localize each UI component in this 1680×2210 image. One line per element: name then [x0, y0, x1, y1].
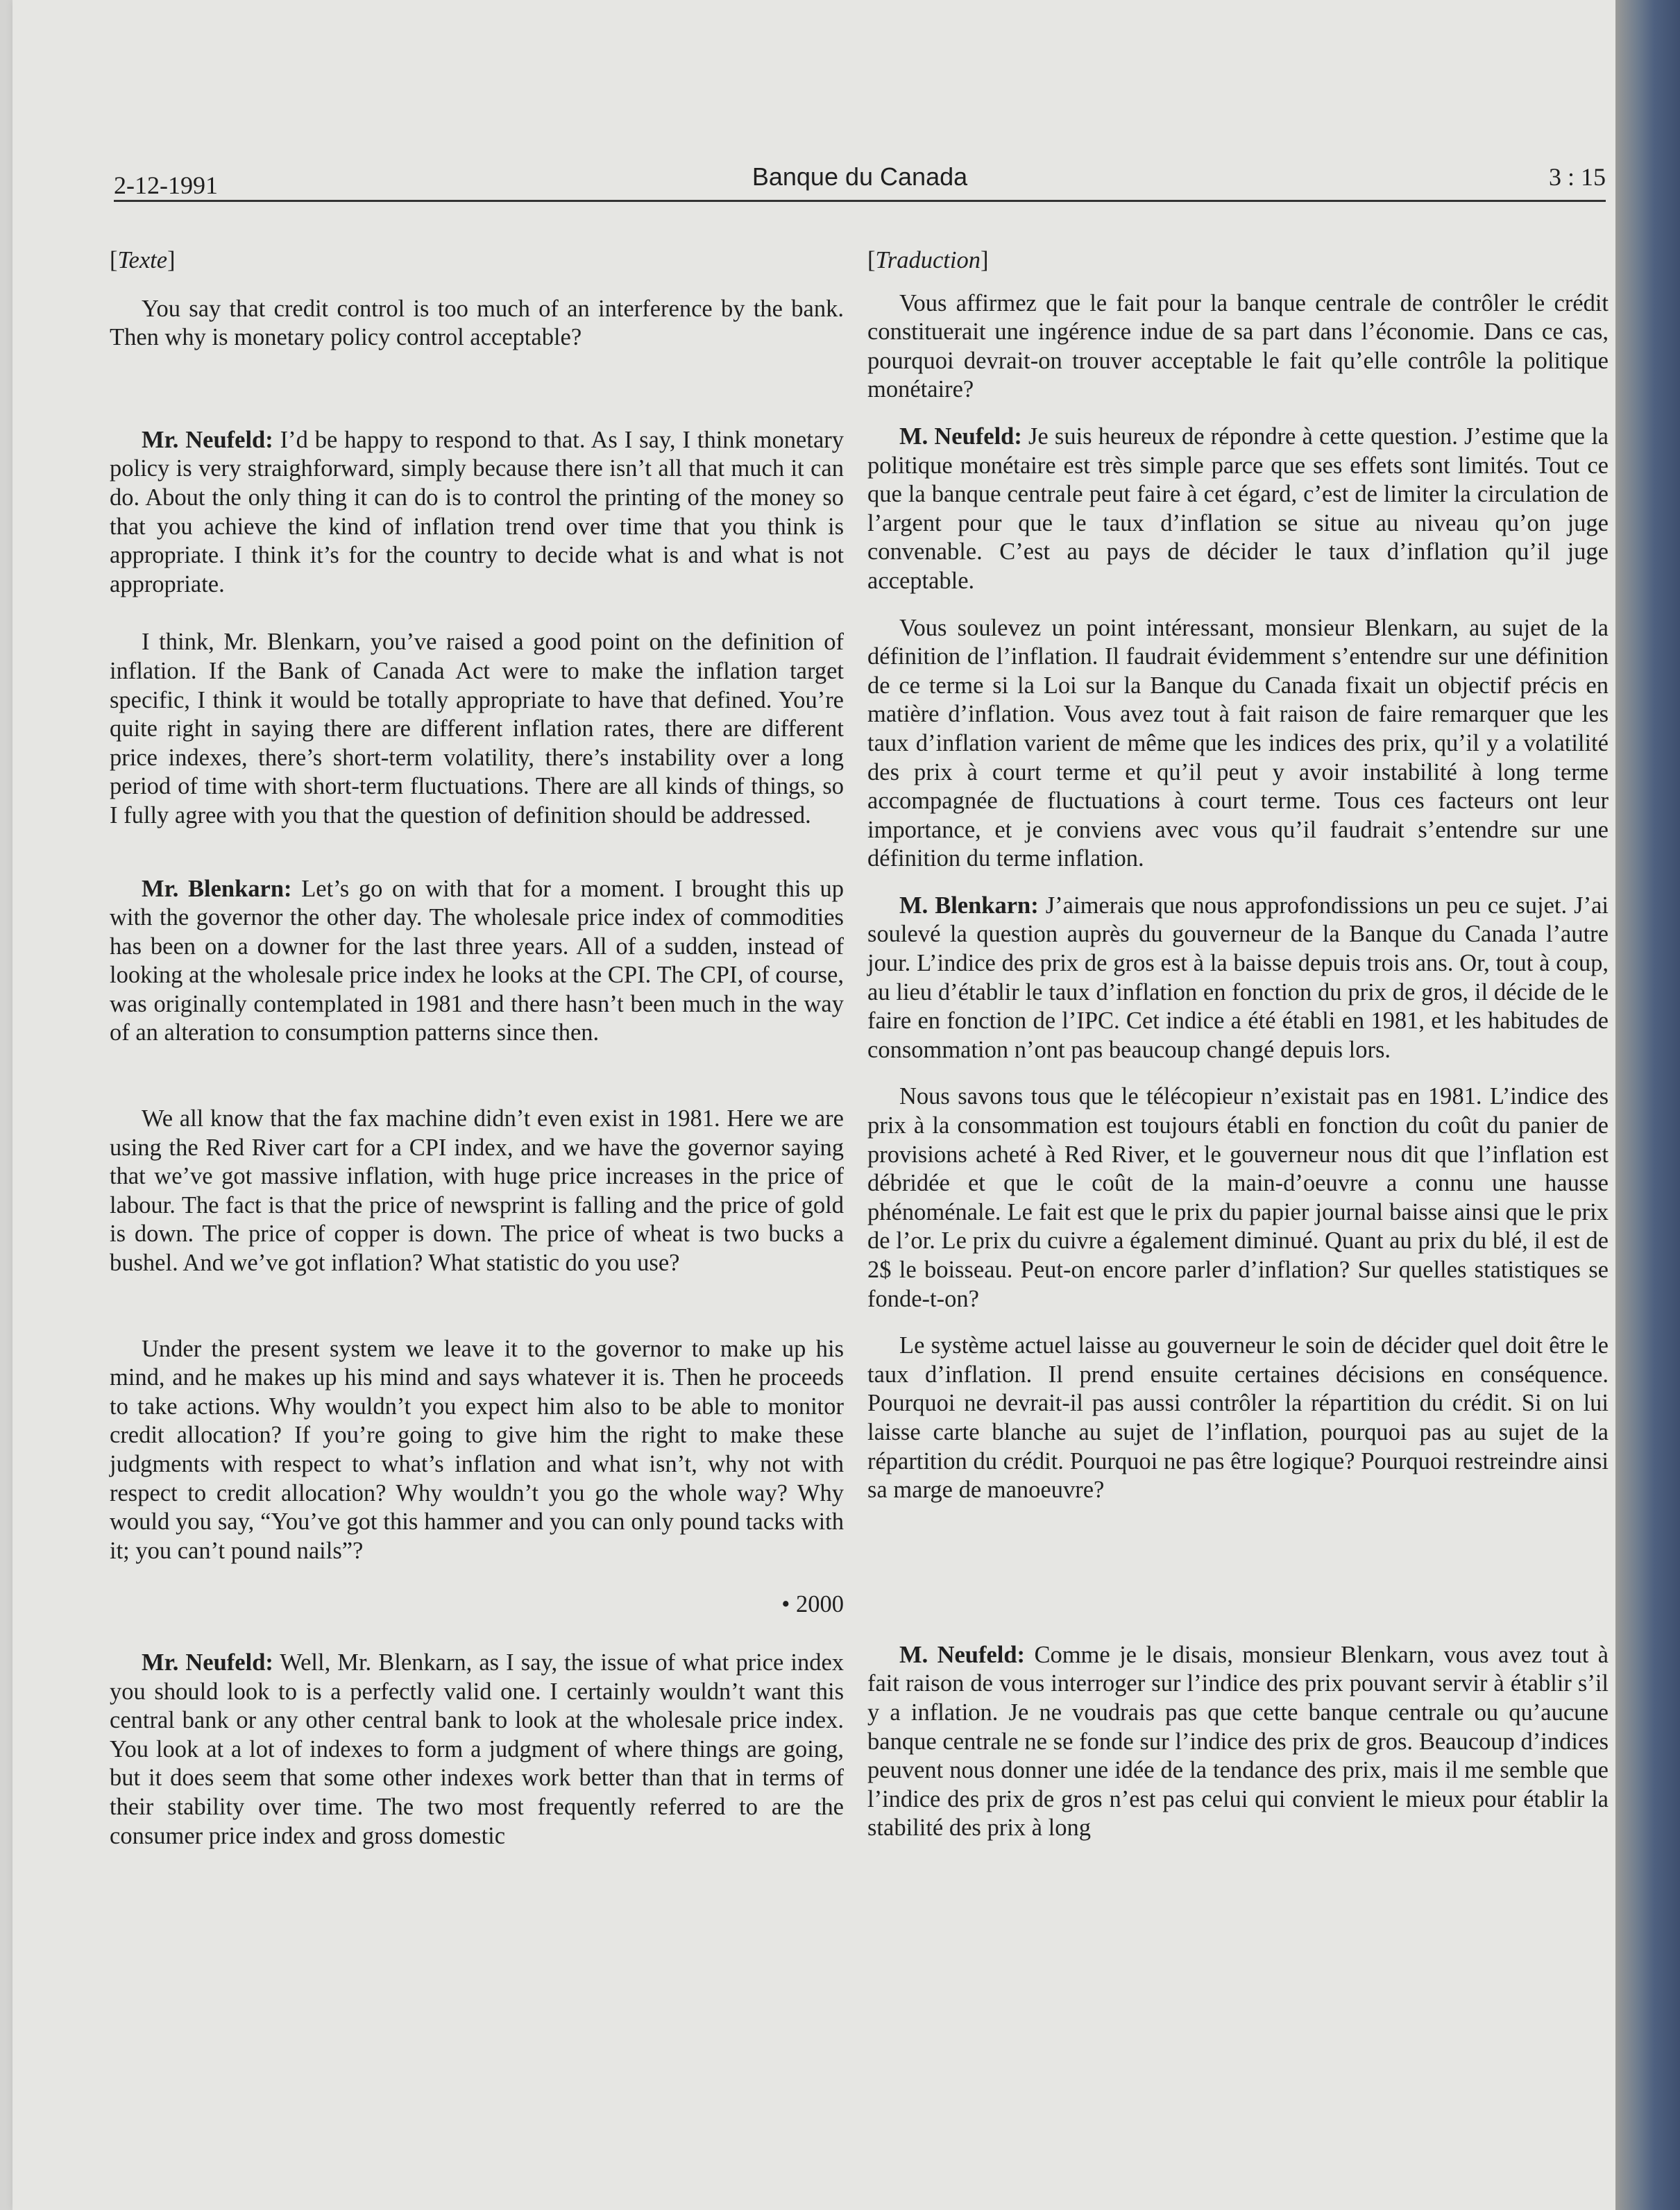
header-date: 2-12-1991	[114, 171, 218, 199]
speaker-name: Mr. Neufeld:	[142, 1649, 273, 1676]
paragraph: M. Neufeld: Comme je le disais, monsieur Blenkarn, vous avez tout à fait raison de vous interroger sur l’indice des prix pouvant servir à établir s’il y a inflation. Je ne voudrais pas que cette banque centrale ou qu’aucune banque centrale ne se fonde sur l’indice des prix de gros. Beaucoup d’indices peuvent nous donner une idée de la tendance des prix, mais il me semble que l’indice des prix de gros n’est pas celui qui convient le mieux pour établir la stabilité des prix à long	[867, 1641, 1609, 1842]
paragraph: Mr. Neufeld: I’d be happy to respond to that. As I say, I think monetary policy is very straighforward, simply because there isn’t all that much it can do. About the only thing it can do is to control the printing of the money so that you achieve the kind of inflation trend over time that you think is appropriate. I think it’s for the country to decide what is and what is not appropriate.	[110, 426, 844, 597]
paragraph: Under the present system we leave it to the governor to make up his mind, and he makes up his mind and says whatever it is. Then he proceeds to take actions. Why wouldn’t you expect him also to be able to monitor credit allocation? If you’re going to give him the right to make these judgments with respect to what’s inflation and what isn’t, why not with respect to credit allocation? Why wouldn’t you go the whole way? Why would you say, “You’ve got this hammer and you can only pound tacks with it; you can’t pound nails”?	[110, 1335, 844, 1564]
time-marker: • 2000	[781, 1591, 844, 1618]
binder-spine	[1615, 0, 1680, 2210]
english-column	[110, 246, 844, 1851]
speaker-name: M. Neufeld:	[899, 423, 1022, 450]
paragraph: Vous affirmez que le fait pour la banque centrale de contrôler le crédit constituerait une ingérence indue de sa part dans l’économie. Dans ce cas, pourquoi devrait-on trouver acceptable le fait qu’elle contrôle la politique monétaire?	[867, 289, 1609, 403]
paragraph: Le système actuel laisse au gouverneur le soin de décider quel doit être le taux d’inflation. Il prend ensuite certaines décisions en conséquence. Pourquoi ne devrait-il pas aussi contrôler la répartition du crédit. Si on lui laisse carte blanche au sujet de l’inflation, pourquoi pas au sujet de la répartition du crédit. Pourquoi ne pas être logique? Pourquoi restreindre ainsi sa marge de manoeuvre?	[867, 1332, 1609, 1504]
page-header	[114, 158, 1606, 202]
speaker-name: Mr. Neufeld:	[142, 426, 273, 453]
header-title: Banque du Canada	[752, 162, 968, 191]
header-page-number: 3 : 15	[1548, 163, 1606, 191]
paragraph: I think, Mr. Blenkarn, you’ve raised a good point on the definition of inflation. If the Bank of Canada Act were to make the inflation target specific, I think it would be totally appropriate to have that defined. You’re quite right in saying there are different inflation rates, there are different price indexes, there’s short-term volatility, there’s instability over a long period of time with short-term fluctuations. There are all kinds of things, so I fully agree with you that the question of definition should be addressed.	[110, 629, 844, 828]
paragraph: You say that credit control is too much of an interference by the bank. Then why is monetary policy control acceptable?	[110, 295, 844, 351]
speaker-name: M. Neufeld:	[899, 1641, 1026, 1668]
language-tag-english: [ Texte ]	[110, 246, 844, 275]
language-tag-french: [ Traduction ]	[867, 246, 1609, 275]
paragraph: We all know that the fax machine didn’t even exist in 1981. Here we are using the Red River cart for a CPI index, and we have the governor saying that we’ve got massive inflation, with huge price increases in the price of labour. The fact is that the price of newsprint is falling and the price of gold is down. The price of copper is down. The price of wheat is two bucks a bushel. And we’ve got inflation? What statistic do you use?	[110, 1105, 844, 1277]
speaker-name: Mr. Blenkarn:	[142, 875, 292, 902]
french-column	[867, 246, 1609, 1843]
paragraph: M. Neufeld: Je suis heureux de répondre à cette question. J’estime que la politique monétaire est très simple parce que ses effets sont limités. Tout ce que la banque centrale peut faire à cet égard, c’est de limiter la circulation de l’argent pour que le taux d’inflation se situe au niveau qu’on juge convenable. C’est au pays de décider le taux d’inflation qu’il juge acceptable.	[867, 423, 1609, 594]
paragraph: Mr. Blenkarn: Let’s go on with that for a moment. I brought this up with the governor the other day. The wholesale price index of commodities has been on a downer for the last three years. All of a sudden, instead of looking at the wholesale price index he looks at the CPI. The CPI, of course, was originally contemplated in 1981 and there hasn’t been much in the way of an alteration to consumption patterns since then.	[110, 875, 844, 1046]
paragraph: M. Blenkarn: J’aimerais que nous approfondissions un peu ce sujet. J’ai soulevé la question auprès du gouverneur de la Banque du Canada l’autre jour. L’indice des prix de gros est à la baisse depuis trois ans. Or, tout à coup, au lieu d’établir le taux d’inflation en fonction du prix de gros, il décide de le faire en fonction de l’IPC. Cet indice a été établi en 1981, et les habitudes de consommation n’ont pas beaucoup changé depuis lors.	[867, 892, 1609, 1063]
paragraph: Nous savons tous que le télécopieur n’existait pas en 1981. L’indice des prix à la consommation est toujours établi en fonction du coût du panier de provisions acheté à Red River, et le gouverneur nous dit que l’inflation est débridée et que le coût de la main-d’oeuvre a connu une hausse phénoménale. Le fait est que le prix du papier journal baisse ainsi que le prix de l’or. Le prix du cuivre a également diminué. Quant au prix du blé, il est de 2$ le boisseau. Peut-on encore parler d’inflation? Sur quelles statistiques se fonde-t-on?	[867, 1083, 1609, 1312]
paragraph: Vous soulevez un point intéressant, monsieur Blenkarn, au sujet de la définition de l’inflation. Il faudrait évidemment s’entendre sur une définition de ce terme si la Loi sur la Banque du Canada fixait un objectif précis en matière d’inflation. Vous avez tout à fait raison de faire remarquer que les taux d’inflation varient de même que les indices des prix, qu’il y a volatilité des prix à court terme et qu’il peut y avoir instabilité à long terme accompagnée de fluctuations à court terme. Tous ces facteurs ont leur importance, et je conviens avec vous qu’il faudrait s’entendre sur une définition du terme inflation.	[867, 614, 1609, 872]
paragraph: Mr. Neufeld: Well, Mr. Blenkarn, as I say, the issue of what price index you should look to is a perfectly valid one. I certainly wouldn’t want this central bank or any other central bank to look at the wholesale price index. You look at a lot of indexes to form a judgment of where things are going, but it does seem that some other indexes work better than that in terms of their stability over time. The two most frequently referred to are the consumer price index and gross domestic	[110, 1649, 845, 1849]
speaker-name: M. Blenkarn:	[899, 892, 1039, 919]
document-page	[12, 0, 1615, 2210]
